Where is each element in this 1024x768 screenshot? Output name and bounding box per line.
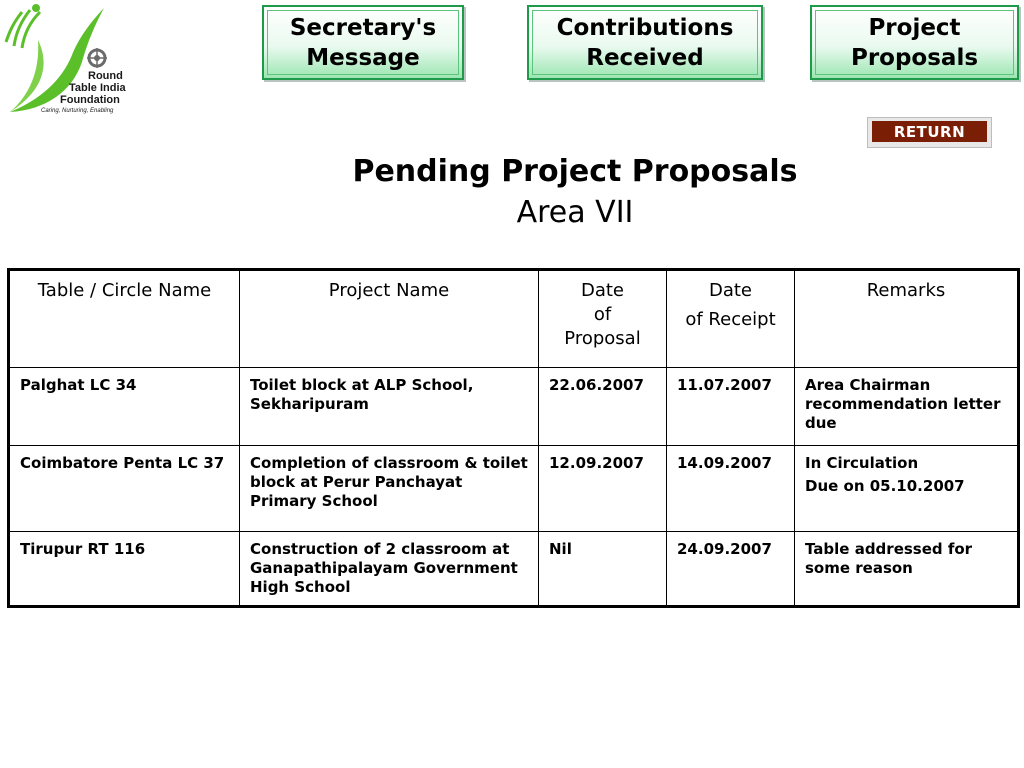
header-project-name: Project Name: [240, 270, 539, 368]
contributions-received-label: Contributions Received: [556, 14, 734, 71]
cell-circle-name: Tirupur RT 116: [9, 532, 240, 607]
logo-text-round: Round: [88, 70, 123, 82]
cell-date-proposal: 12.09.2007: [539, 446, 667, 532]
cell-remarks: [795, 368, 1019, 446]
page-subtitle: Area VII: [516, 195, 634, 230]
remarks-line: Due on 05.10.2007: [805, 477, 965, 495]
secretarys-message-button[interactable]: [262, 5, 464, 80]
cell-circle-name: Coimbatore Penta LC 37: [9, 446, 240, 532]
header-date-receipt-line: Date: [708, 280, 753, 301]
cell-date-receipt: 24.09.2007: [667, 532, 795, 607]
header-date-receipt-line: of Receipt: [685, 309, 776, 330]
table-row: [9, 446, 1019, 532]
cell-date-proposal: 22.06.2007: [539, 368, 667, 446]
logo-swoosh-icon: [0, 0, 150, 125]
foundation-logo: [0, 0, 150, 125]
logo-text-foundation: Foundation: [60, 94, 120, 106]
cell-date-proposal: Nil: [539, 532, 667, 607]
table-row: [9, 368, 1019, 446]
cell-date-receipt: 11.07.2007: [667, 368, 795, 446]
logo-tagline: Caring, Nurturing, Enabling: [41, 108, 114, 114]
header-circle-name: Table / Circle Name: [9, 270, 240, 368]
header-date-of-proposal: [539, 270, 667, 368]
remarks-line: Area Chairman recommendation letter due: [805, 376, 1001, 432]
remarks-line: Table addressed for some reason: [805, 540, 973, 577]
cell-remarks: [795, 446, 1019, 532]
project-proposals-button[interactable]: [810, 5, 1019, 80]
header-date-proposal-line: of: [593, 304, 612, 325]
header-remarks: Remarks: [795, 270, 1019, 368]
logo-text-table-india: Table India: [69, 82, 126, 94]
remarks-line: In Circulation: [805, 454, 919, 472]
cell-date-receipt: 14.09.2007: [667, 446, 795, 532]
cell-project-name: Completion of classroom & toilet block at Perur Panchayat Primary School: [240, 446, 539, 532]
table-header-row: [9, 270, 1019, 368]
project-proposals-label: Project Proposals: [850, 14, 979, 71]
header-date-proposal-line: Proposal: [564, 328, 641, 349]
header-date-proposal-line: Date: [580, 280, 625, 301]
return-label: RETURN: [872, 121, 987, 142]
cell-remarks: [795, 532, 1019, 607]
cell-circle-name: Palghat LC 34: [9, 368, 240, 446]
table-row: [9, 532, 1019, 607]
contributions-received-button[interactable]: [527, 5, 763, 80]
cell-project-name: Construction of 2 classroom at Ganapathipalayam Government High School: [240, 532, 539, 607]
secretarys-message-label: Secretary's Message: [289, 14, 437, 71]
page-title: Pending Project Proposals: [352, 154, 798, 189]
cell-project-name: Toilet block at ALP School, Sekharipuram: [240, 368, 539, 446]
header-date-of-receipt: [667, 270, 795, 368]
return-button[interactable]: [867, 117, 992, 148]
proposals-table: [7, 268, 1020, 608]
